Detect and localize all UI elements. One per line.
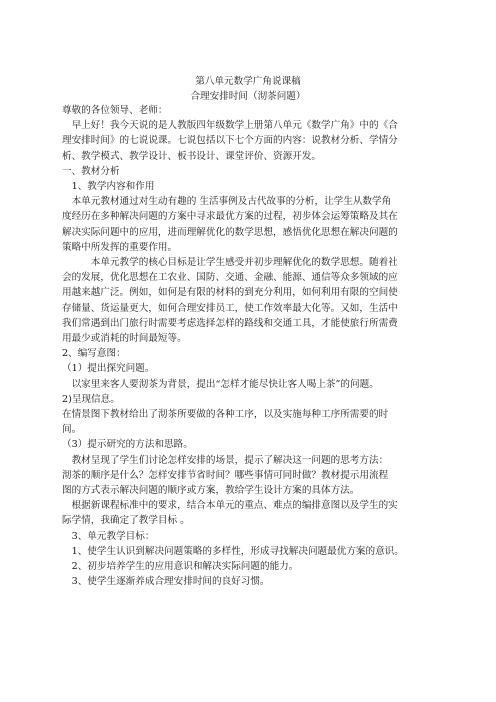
document-subtitle: 合理安排时间（沏茶问题） [190,91,306,102]
body-line: （3）提示研究的方法和思路。 [62,439,193,451]
body-line: 理安排时间》的七说说课。七说包括以下七个方面的内容：说教材分析、学情分 [62,135,398,147]
body-line: 我们常遇到出门旅行时需要考虑选择怎样的路线和交通工具，才能使旅行所需费 [62,317,398,329]
body-line: 度经历在多种解决问题的方案中寻求最优方案的过程，初步体会运筹策略及其在 [62,211,398,223]
body-line: 1、使学生认识到解决问题策略的多样性，形成寻找解决问题最优方案的意识。 [62,545,404,557]
body-line: 图的方式表示解决问题的顺序或方案，教给学生设计方案的具体方法。 [62,485,360,496]
body-line: 用最少或消耗的时间最短等。 [62,333,187,344]
body-line: 2、编写意图： [62,348,126,360]
body-line: 沏茶的顺序是什么？怎样安排节省时间？哪些事情可同时做？教材提示用流程 [62,469,389,481]
body-line: 一、教材分析 [62,165,120,177]
body-line: 存储量、货运量更大，如何合理安排员工，使工作效率最大化等。又如，生活中 [62,302,398,314]
body-line: 根据新课程标准中的要求，结合本单元的重点、难点的编排意图以及学生的实 [62,500,398,512]
body-line: 解决实际问题中的应用，进而理解优化的数学思想，感悟优化思想在解决问题的 [62,226,398,238]
body-line: 策略中所发挥的重要作用。 [62,241,178,253]
body-line: 用越来越广泛。例如，如何是有限的材料的到充分利用，如何利用有限的空间使 [62,287,398,299]
body-line: 1、教学内容和作用 [62,181,155,192]
document-title: 第八单元数学广角说课稿 [195,76,301,87]
body-line: 教材呈现了学生们讨论怎样安排的场景，提示了解决这一问题的思考方法： [62,454,389,466]
body-line: 2、初步培养学生的应用意识和解决实际问题的能力。 [62,561,299,572]
body-line: 3、使学生逐渐养成合理安排时间的良好习惯。 [62,576,270,588]
body-line: （1）提出探究问题。 [62,363,155,375]
body-line: 早上好！我今天说的是人教版四年级数学上册第八单元《数学广角》中的《合 [62,120,398,132]
body-line: 3、单元教学目标： [62,530,155,542]
body-line: 析、教学模式、教学设计、板书设计、课堂评价、资源开发。 [62,150,322,162]
body-line: 2)呈现信息。 [62,393,120,405]
body-line: 尊敬的各位领导、老师： [62,105,168,116]
body-line: 际学情，我确定了教学目标 。 [62,515,190,527]
body-line: 本单元教材通过对生动有趣的 生活事例及古代故事的分析，让学生从数学角 [62,196,392,208]
body-line: 本单元教学的核心目标是让学生感受并初步理解优化的数学思想。随着社 [62,257,398,268]
body-line: 会的发展，优化思想在工农业、国防、交通、金融、能源、通信等众多领域的应 [62,272,398,284]
body-line: 以家里来客人要沏茶为背景，提出“怎样才能尽快让客人喝上茶”的问题。 [62,378,379,390]
body-line: 在情景图下教材给出了沏茶所要做的各种工序，以及实施每种工序所需要的时 [62,409,389,420]
body-line: 间。 [62,424,82,436]
